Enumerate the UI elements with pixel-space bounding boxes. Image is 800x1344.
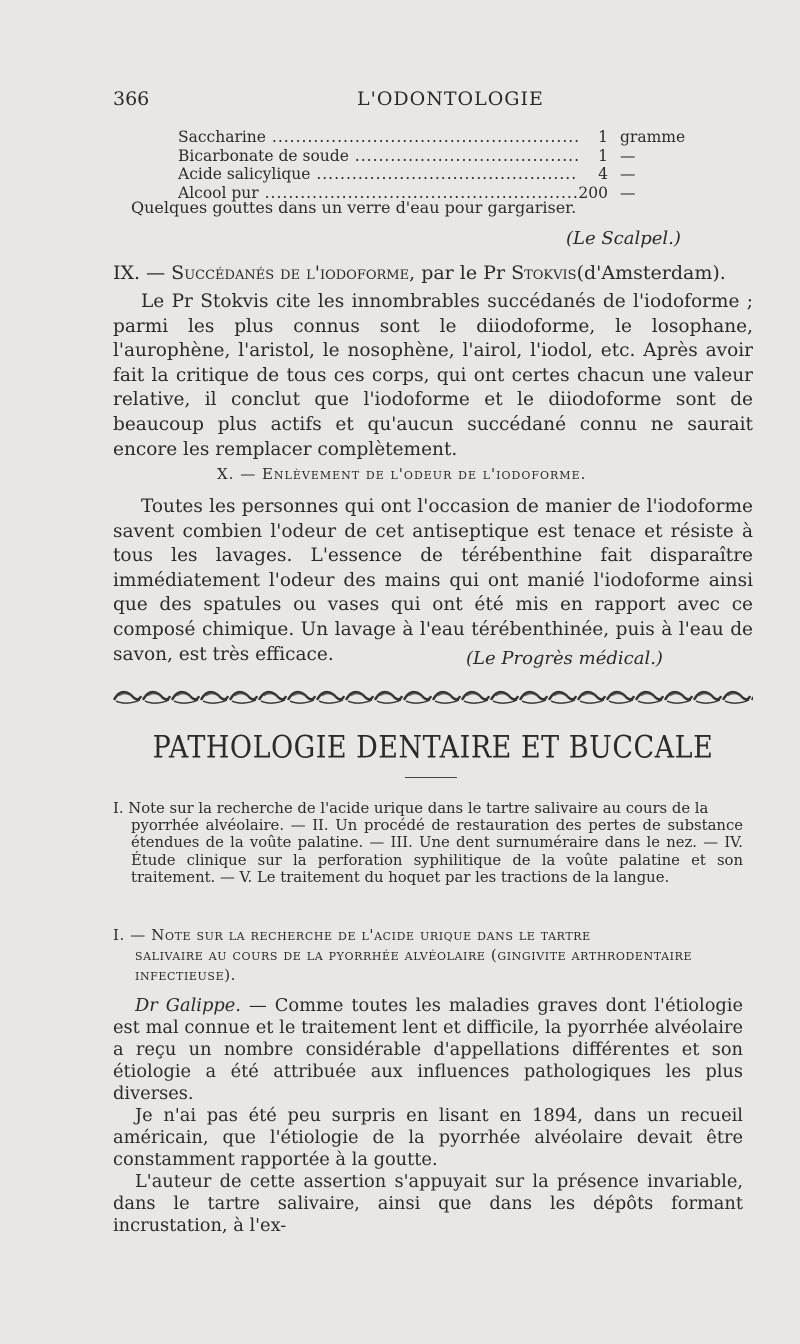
author-name: Dr Galippe. <box>135 995 241 1016</box>
recipe-unit: — <box>620 165 636 183</box>
paragraph: Je n'ai pas été peu surpris en lisant en 1894, dans un recueil américain, que l'étiologie de la pyorrhée alvéolaire devait être constamment rapportée à la goutte. <box>113 1105 743 1170</box>
chapter-summary <box>113 800 743 886</box>
section-place: (d'Amsterdam). <box>576 262 726 284</box>
recipe-name: Alcool pur <box>178 183 259 202</box>
section-heading-i-first: I. — Note sur la recherche de l'acide urique dans le tartre <box>113 926 591 944</box>
section-author: Stokvis <box>511 262 577 284</box>
paragraph-succedanes: Le Pr Stokvis cite les innombrables succédanés de l'iodoforme ; parmi les plus connus sont le diiodoforme, le losophane, l'aurophène, l'aristol, le nosophène, l'airol, l'iodol, etc. Après avoir fait la critique de tous ces corps, qui ont certes chacun une valeur relative, il conclut que l'iodoforme et le diiodoforme sont de beaucoup plus actifs et qu'aucun succédané connu ne saurait encore les remplacer complètement. <box>113 291 753 460</box>
recipe-qty: 4 <box>598 165 608 183</box>
chapter-title: PATHOLOGIE DENTAIRE ET BUCCALE <box>152 729 714 766</box>
summary-continuation: pyorrhée alvéolaire. — II. Un procédé de restauration des pertes de substance étendues de la voûte palatine. — III. Une dent surnuméraire dans le nez. — IV. Étude clinique sur la perforation syphilitique de la voûte palatine et son traitement. — V. Le traitement du hoquet par les tractions de la langue. <box>131 817 743 886</box>
recipe-row <box>178 147 683 166</box>
recipe-name: Acide salicylique <box>178 165 311 183</box>
page-number: 366 <box>113 88 150 110</box>
recipe-unit: — <box>620 146 636 165</box>
section-heading-i-rest: salivaire au cours de la pyorrhée alvéolaire (gingivite arthrodentaire infectieuse). <box>135 946 693 984</box>
source-citation: (Le Progrès médical.) <box>466 648 663 669</box>
summary-first-line: I. Note sur la recherche de l'acide urique dans le tartre salivaire au cours de la <box>113 800 709 817</box>
recipe-table <box>178 128 686 202</box>
recipe-name: Bicarbonate de soude <box>178 146 349 165</box>
section-title: Succédanés de l'iodoforme, <box>171 262 416 284</box>
paragraph-odeur: Toutes les personnes qui ont l'occasion de manier de l'iodoforme savent combien l'odeur de cet antiseptique est tenace et résiste à tous les lavages. L'essence de térébenthine fait disparaître immédiatement l'odeur des mains qui ont manié l'iodoforme ainsi que des spatules ou vases qui ont été mis en rapport avec ce composé chimique. Un lavage à l'eau térébenthinée, puis à l'eau de savon, est très efficace. <box>113 496 753 665</box>
recipe-qty: 200 <box>578 183 608 202</box>
section-by: par le Pr <box>421 262 506 284</box>
running-title: L'ODONTOLOGIE <box>357 88 544 110</box>
title-rule <box>405 777 457 778</box>
recipe-row <box>178 165 683 184</box>
section-heading-ix <box>113 262 778 284</box>
recipe-unit: gramme <box>620 128 686 146</box>
recipe-qty: 1 <box>598 146 608 165</box>
recipe-unit: — <box>620 183 636 202</box>
body-text <box>113 995 743 1237</box>
paragraph <box>113 995 743 1105</box>
source-citation: (Le Scalpel.) <box>566 228 681 249</box>
ornamental-border <box>113 688 753 706</box>
paragraph: L'auteur de cette assertion s'appuyait sur la présence invariable, dans le tartre salivaire, ainsi que dans les dépôts formant incrustation, à l'ex- <box>113 1171 743 1236</box>
section-numeral: IX. — <box>113 262 166 284</box>
recipe-qty: 1 <box>598 128 608 146</box>
paragraph-text: — Comme toutes les maladies graves dont l'étiologie est mal connue et le traitement lent et difficile, la pyorrhée alvéolaire a reçu un nombre considérable d'appellations différentes et son étiologie a été attribuée aux influences pathologiques les plus diverses. <box>113 995 743 1104</box>
recipe-row <box>178 128 686 147</box>
recipe-name: Saccharine <box>178 128 266 146</box>
section-heading-i <box>113 925 743 985</box>
recipe-note: Quelques gouttes dans un verre d'eau pour gargariser. <box>131 198 577 217</box>
section-heading-x: X. — Enlèvement de l'odeur de l'iodoforme. <box>217 465 587 483</box>
